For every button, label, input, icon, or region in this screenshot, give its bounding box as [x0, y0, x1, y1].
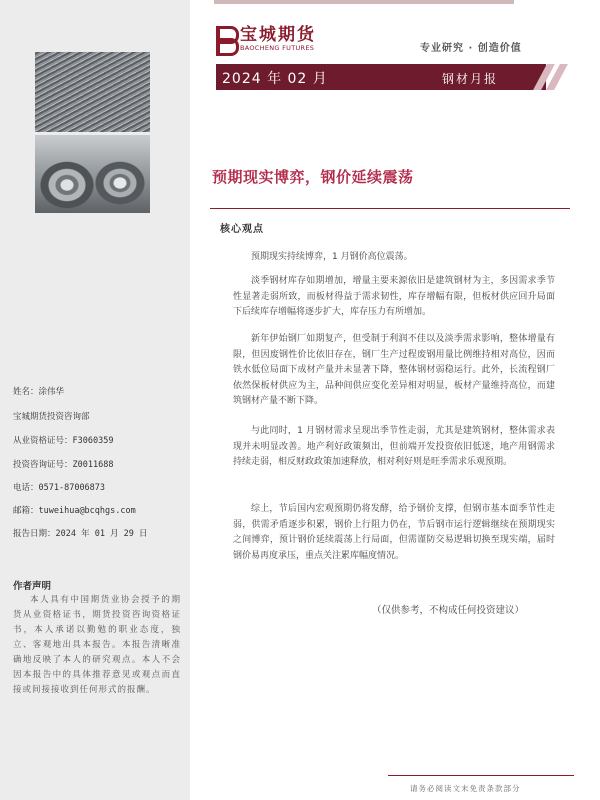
- analyst-phone: 电话：0571-87006873: [13, 483, 106, 493]
- analyst-qualification: 从业资格证号：F3060359: [13, 436, 114, 446]
- banner-date: 2024 年 02 月: [222, 71, 328, 87]
- analyst-email[interactable]: 邮箱：tuweihua@bcqhgs.com: [13, 506, 136, 516]
- banner-report-type: 钢材月报: [442, 72, 499, 86]
- steel-rebar-photo: [35, 52, 150, 132]
- paragraph-supply: 新年伊始钢厂如期复产，但受制于利润不佳以及淡季需求影响，整体增量有限，但因废钢性价比依旧存在，钢厂生产过程废钢用量比例维持相对高位，因而铁水低位局面下成材产量并未显著下降，整体钢材弱稳运行。此外，长流程钢厂依然保板材供应为主，品种间供应变化差异相对明显，板材产量维持高位，而建筑钢材产量不断下降。: [233, 334, 555, 406]
- logo-chinese-name: 宝城期货: [240, 25, 316, 45]
- analyst-company: 宝城期货投资咨询部: [13, 412, 90, 422]
- company-logo: [216, 26, 316, 52]
- footer-divider: [388, 775, 574, 776]
- top-strip: [214, 0, 514, 4]
- declaration-text: 本人具有中国期货业协会授予的期货从业资格证书，期货投资咨询资格证书，本人承诺以勤勉的职业态度，独立、客观地出具本报告。本报告清晰准确地反映了本人的研究观点。本人不会因本报告中的具体推荐意见或观点而直接或间接接收到任何形式的报酬。: [13, 595, 181, 695]
- paragraph-inventory: 淡季钢材库存如期增加，增量主要来源依旧是建筑钢材为主，多因需求季节性显著走弱所致，而板材得益于需求韧性，库存增幅有限，但板材供应回升局面下后续库存增幅将逐步扩大，库存压力有所增加。: [233, 276, 555, 317]
- logo-b-icon: [216, 26, 236, 52]
- reference-note: （仅供参考，不构成任何投资建议）: [372, 605, 525, 616]
- section-heading: 核心观点: [220, 224, 264, 235]
- steel-coil-photo: [35, 135, 150, 213]
- report-title: 预期现实博弈，钢价延续震荡: [212, 168, 414, 186]
- footer-note: 请务必阅读文末免责条款部分: [410, 784, 521, 793]
- paragraph-demand: 与此同时，1 月钢材需求呈现出季节性走弱，尤其是建筑钢材，整体需求表现并未明显改善。地产利好政策频出，但前端开发投资依旧低迷，地产用钢需求持续走弱，相反财政政策加速释放，相对利好则是旺季需求乐观预期。: [233, 426, 555, 467]
- paragraph-summary: 预期现实持续博弈，1 月钢价高位震荡。: [251, 252, 413, 262]
- title-divider: [210, 208, 570, 209]
- report-date: 报告日期：2024 年 01 月 29 日: [13, 529, 148, 539]
- logo-english-name: BAOCHENG FUTURES: [240, 44, 315, 52]
- analyst-name: 姓名：涂伟华: [13, 387, 65, 397]
- paragraph-conclusion: 综上，节后国内宏观预期仍将发酵，给予钢价支撑，但钢市基本面季节性走弱，供需矛盾逐步积累，钢价上行阻力仍在，节后钢市运行逻辑继续在预期现实之间博弈，预计钢价延续震荡上行局面，但需谨防交易逻辑切换至现实端，届时钢价易再度承压，重点关注累库幅度情况。: [233, 504, 555, 561]
- declaration-title: 作者声明: [13, 581, 52, 592]
- analyst-consult-cert: 投资咨询证号：Z0011688: [13, 460, 114, 470]
- slogan: 专业研究 · 创造价值: [420, 43, 522, 54]
